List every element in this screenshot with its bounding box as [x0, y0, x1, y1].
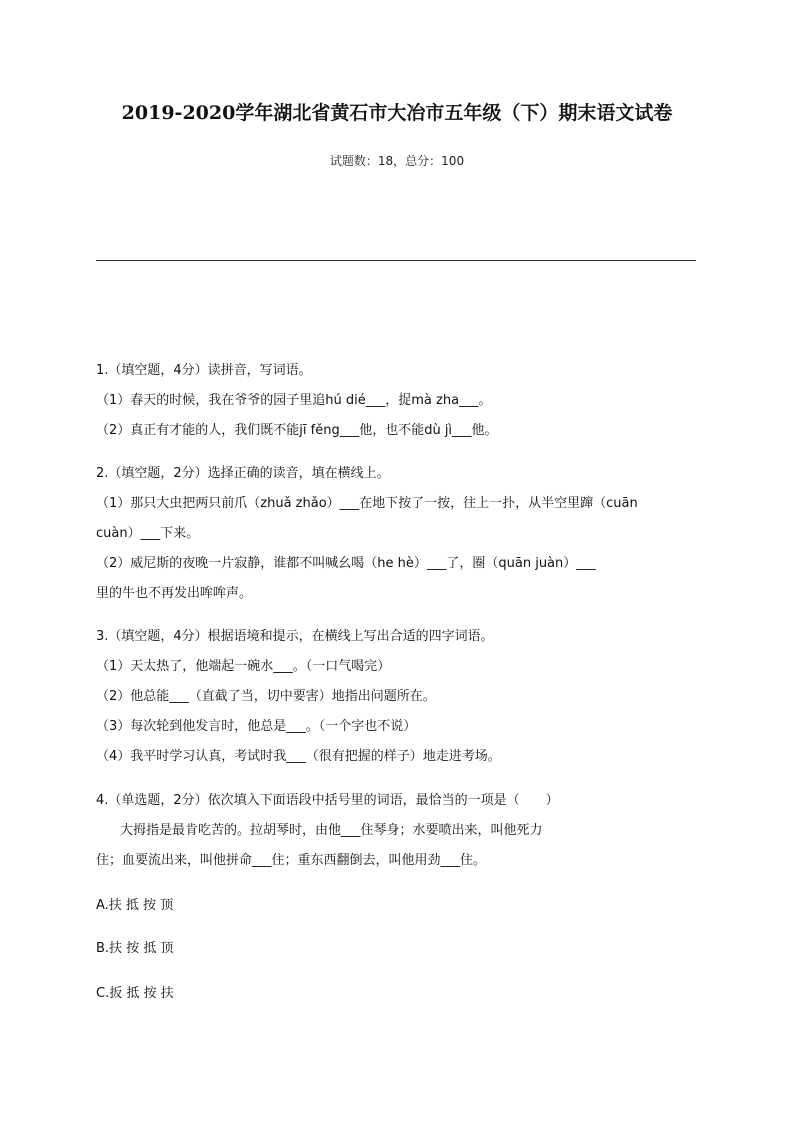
question-4-passage-line-1: 大拇指是最肯吃苦的。拉胡琴时，由他___住琴身；水要喷出来，叫他死力	[120, 823, 543, 838]
question-1-line-1: （1）春天的时候，我在爷爷的园子里追hú dié___，捉mà zha___。	[96, 393, 492, 408]
question-2-line-2: cuàn）___下来。	[96, 526, 200, 541]
question-2-line-3: （2）威尼斯的夜晚一片寂静，谁都不叫喊幺喝（he hè）___了，圈（quān juàn）___	[96, 556, 596, 571]
question-3-line-4: （4）我平时学习认真，考试时我___（很有把握的样子）地走进考场。	[96, 749, 501, 764]
divider-line	[96, 260, 696, 261]
question-3-line-2: （2）他总能___（直截了当，切中要害）地指出问题所在。	[96, 689, 436, 704]
question-3-stem: 3.（填空题，4分）根据语境和提示，在横线上写出合适的四字词语。	[96, 629, 494, 644]
question-2-line-4: 里的牛也不再发出哞哞声。	[96, 586, 253, 601]
question-3-line-1: （1）天太热了，他端起一碗水___。（一口气喝完）	[96, 659, 391, 674]
page-title: 2019-2020学年湖北省黄石市大冶市五年级（下）期末语文试卷	[121, 102, 673, 124]
option-a[interactable]: A.扶 抵 按 顶	[96, 898, 174, 913]
question-1-stem: 1.（填空题，4分）读拼音，写词语。	[96, 363, 312, 378]
question-1-line-2: （2）真正有才能的人，我们既不能jī fěng___他，也不能dù jì___他。	[96, 423, 498, 438]
option-b[interactable]: B.扶 按 抵 顶	[96, 941, 174, 956]
question-2-stem: 2.（填空题，2分）选择正确的读音，填在横线上。	[96, 466, 390, 481]
option-c[interactable]: C.扳 抵 按 扶	[96, 986, 174, 1001]
question-3-line-3: （3）每次轮到他发言时，他总是___。（一个字也不说）	[96, 719, 417, 734]
question-4-passage-line-2: 住；血要流出来，叫他拼命___住；重东西翻倒去，叫他用劲___住。	[96, 853, 487, 868]
question-4-stem: 4.（单选题，2分）依次填入下面语段中括号里的词语，最恰当的一项是（ ）	[96, 793, 559, 808]
exam-summary: 试题数：18，总分：100	[329, 154, 465, 168]
question-2-line-1: （1）那只大虫把两只前爪（zhuǎ zhǎo）___在地下按了一按，往上一扑，从半空里蹿（cuān	[96, 496, 638, 511]
